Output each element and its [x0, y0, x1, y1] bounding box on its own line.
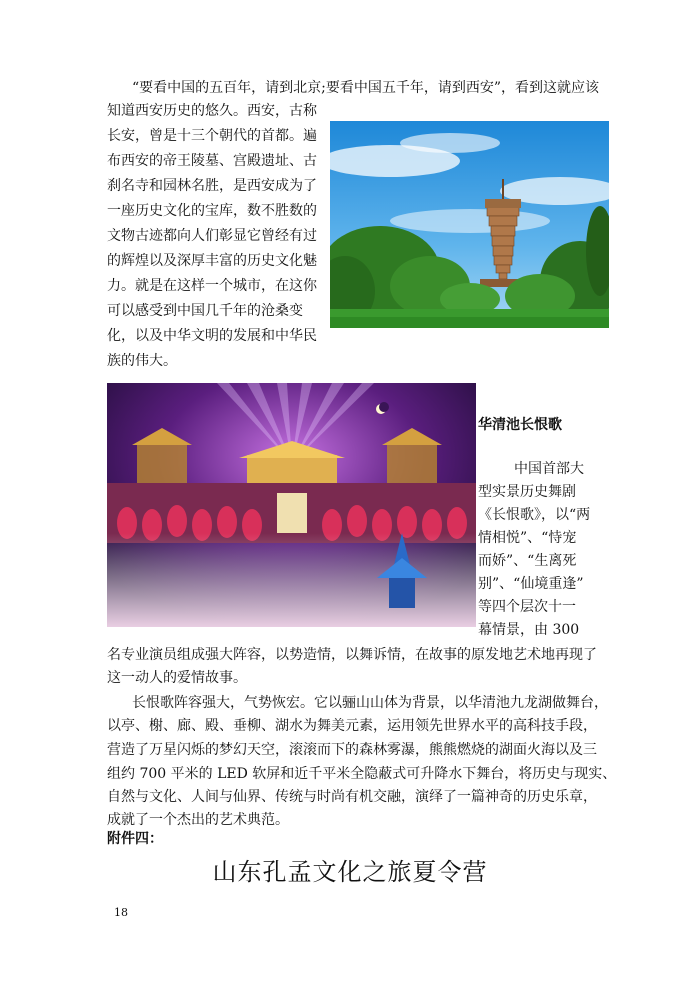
appendix-title: 山东孔孟文化之旅夏令营 — [212, 858, 488, 886]
para2-line-4: 组约 700 平米的 LED 软屏和近千平米全隐蔽式可升降水下舞台，将历史与现实、 — [107, 766, 617, 782]
side-line-4: 情相悦”、“恃宠 — [478, 530, 577, 546]
para2-line-1: 长恨歌阵容强大，气势恢宏。它以骊山山体为背景，以华清池九龙湖做舞台， — [132, 695, 608, 711]
intro-line-12: 族的伟大。 — [107, 353, 177, 369]
side-line-3: 《长恨歌》，以“两 — [478, 507, 591, 523]
appendix-label: 附件四： — [107, 831, 163, 847]
intro-line-8: 的辉煌以及深厚丰富的历史文化魅 — [107, 253, 317, 269]
big-wild-goose-pagoda-photo — [330, 121, 609, 328]
intro-line-10: 可以感受到中国几千年的沧桑变 — [107, 303, 303, 319]
side-line-7: 等四个层次十一 — [478, 599, 576, 615]
intro-line-1: “要看中国的五百年，请到北京;要看中国五千年，请到西安”，看到这就应该 — [132, 80, 600, 96]
page-number: 18 — [114, 906, 128, 919]
side-line-1: 中国首部大 — [514, 461, 584, 477]
section-full-line-1: 名专业演员组成强大阵容，以势造情，以舞诉情，在故事的原发地艺术地再现了 — [107, 647, 597, 663]
side-line-6: 别”、“仙境重逢” — [478, 576, 584, 592]
intro-line-5: 刹名寺和园林名胜，是西安成为了 — [107, 178, 317, 194]
side-line-5: 而娇”、“生离死 — [478, 553, 577, 569]
intro-line-7: 文物古迹都向人们彰显它曾经有过 — [107, 228, 317, 244]
intro-line-3: 长安，曾是十三个朝代的首都。遍 — [107, 128, 317, 144]
intro-line-11: 化，以及中华文明的发展和中华民 — [107, 328, 317, 344]
intro-line-9: 力。就是在这样一个城市，在这你 — [107, 278, 317, 294]
para2-line-5: 自然与文化、人间与仙界、传统与时尚有机交融，演绎了一篇神奇的历史乐章， — [107, 789, 597, 805]
intro-line-4: 布西安的帝王陵墓、宫殿遗址、古 — [107, 153, 317, 169]
intro-line-6: 一座历史文化的宝库，数不胜数的 — [107, 203, 317, 219]
para2-line-2: 以亭、榭、廊、殿、垂柳、湖水为舞美元素，运用领先世界水平的高科技手段， — [107, 718, 597, 734]
song-of-everlasting-sorrow-stage-photo — [107, 383, 476, 627]
intro-line-2: 知道西安历史的悠久。西安，古称 — [107, 103, 317, 119]
side-line-8: 幕情景，由 300 — [478, 622, 580, 638]
section-heading: 华清池长恨歌 — [478, 417, 562, 433]
para2-line-3: 营造了万星闪烁的梦幻天空，滚滚而下的森林雾瀑，熊熊燃烧的湖面火海以及三 — [107, 742, 597, 758]
para2-line-6: 成就了一个杰出的艺术典范。 — [107, 812, 289, 828]
section-full-line-2: 这一动人的爱情故事。 — [107, 670, 247, 686]
side-line-2: 型实景历史舞剧 — [478, 484, 576, 500]
